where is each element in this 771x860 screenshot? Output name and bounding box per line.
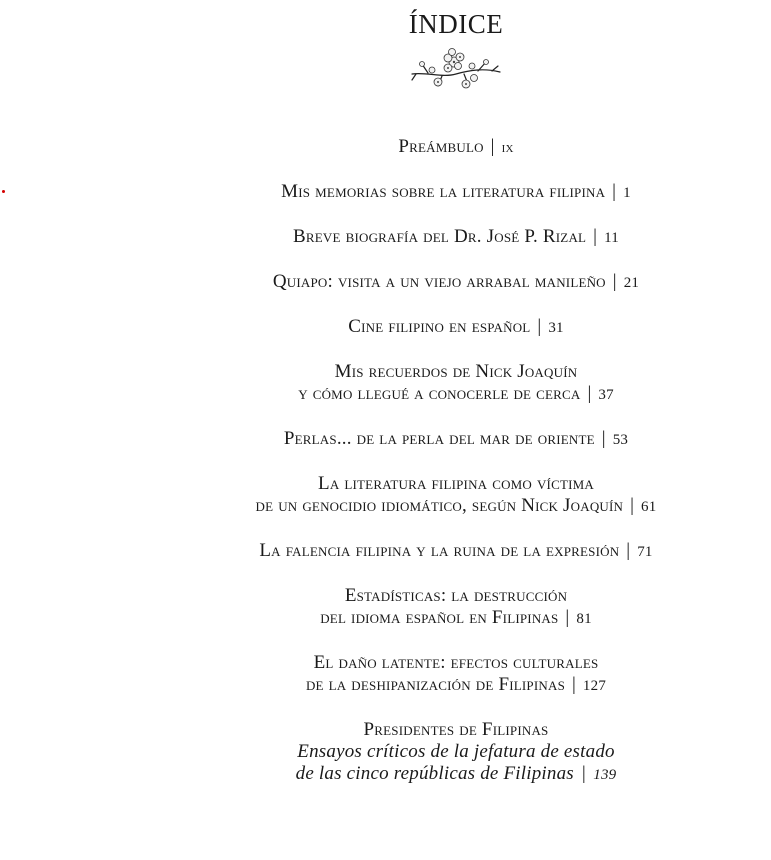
page-number: 53 — [612, 432, 629, 448]
toc-entry-subtitle: Ensayos críticos de la jefatura de estado — [297, 741, 615, 762]
toc-entry[interactable] — [156, 136, 756, 159]
toc-entry-title: Mis memorias sobre la literatura filipina — [281, 181, 606, 202]
toc-entry-title-line — [156, 316, 756, 339]
page-number: 11 — [604, 230, 619, 246]
toc-entry[interactable] — [156, 473, 756, 518]
page-separator: | — [580, 763, 587, 784]
page-number: 127 — [582, 678, 607, 694]
margin-marker-dot — [2, 190, 5, 193]
toc-entry-title-line — [156, 540, 756, 563]
toc-entry[interactable] — [156, 428, 756, 451]
toc-entry-title-line — [156, 428, 756, 451]
toc-entry[interactable] — [156, 316, 756, 339]
page-separator: | — [565, 607, 570, 628]
toc-entry-title-line — [156, 361, 756, 383]
toc-entry-title-line — [156, 383, 756, 406]
toc-entry-title-line — [156, 136, 756, 159]
toc-entry[interactable] — [156, 585, 756, 630]
toc-entry-title: Mis recuerdos de Nick Joaquín — [334, 361, 578, 382]
toc-entry-title: La literatura filipina como víctima — [318, 473, 594, 494]
toc-entry[interactable] — [156, 271, 756, 294]
toc-entry-title-line — [156, 495, 756, 518]
page-number: 1 — [623, 185, 631, 201]
toc-entry-title-line — [156, 226, 756, 249]
toc-entry-title-line — [156, 585, 756, 607]
toc-entry-title: Breve biografía del Dr. José P. Rizal — [293, 226, 587, 247]
page-number: 37 — [598, 387, 614, 403]
page-number: ix — [501, 140, 514, 156]
page-separator: | — [626, 540, 631, 561]
toc-entry-title: Perlas... de la perla del mar de oriente — [283, 428, 595, 449]
page-number: 61 — [641, 499, 657, 515]
toc-entry[interactable] — [156, 540, 756, 563]
toc-entry-title-line — [156, 674, 756, 697]
toc-entry-title-line — [156, 607, 756, 630]
page-number: 139 — [593, 767, 617, 783]
toc-entry-title: Quiapo: visita a un viejo arrabal manileño — [272, 271, 606, 292]
toc-entry-title: Presidentes de Filipinas — [363, 719, 549, 740]
page-separator: | — [601, 428, 606, 449]
page-title: ÍNDICE — [408, 9, 504, 39]
toc-entry[interactable] — [156, 226, 756, 249]
page-number: 71 — [637, 544, 653, 560]
table-of-contents — [156, 136, 756, 808]
page-separator: | — [630, 495, 635, 516]
toc-entry-title-line — [156, 473, 756, 495]
toc-entry-subtitle-line — [156, 741, 756, 763]
toc-entry-title: Cine filipino en español — [348, 316, 531, 337]
toc-entry[interactable] — [156, 719, 756, 786]
toc-entry-subtitle: de las cinco repúblicas de Filipinas — [295, 763, 574, 784]
toc-entry[interactable] — [156, 361, 756, 406]
page-separator: | — [612, 271, 617, 292]
page-separator: | — [490, 136, 495, 157]
toc-entry-title: Preámbulo — [398, 136, 484, 157]
page-number: 81 — [576, 611, 592, 627]
page-separator: | — [593, 226, 598, 247]
page-separator: | — [612, 181, 617, 202]
page-separator: | — [571, 674, 576, 695]
toc-entry-title: de la deshipanización de Filipinas — [305, 674, 565, 695]
toc-entry[interactable] — [156, 181, 756, 204]
toc-entry-title: y cómo llegué a conocerle de cerca — [298, 383, 581, 404]
toc-entry-title-line — [156, 652, 756, 674]
page-separator: | — [537, 316, 542, 337]
toc-entry-title: del idioma español en Filipinas — [320, 607, 559, 628]
page-number: 31 — [548, 320, 564, 336]
toc-entry[interactable] — [156, 652, 756, 697]
page-number: 21 — [623, 275, 640, 291]
cherry-blossom-branch-icon — [408, 44, 504, 96]
toc-entry-title-line — [156, 181, 756, 204]
toc-entry-title: Estadísticas: la destrucción — [344, 585, 568, 606]
toc-entry-title: La falencia filipina y la ruina de la expresión — [259, 540, 620, 561]
toc-entry-title-line — [156, 719, 756, 741]
toc-entry-subtitle-line — [156, 763, 756, 786]
page-separator: | — [587, 383, 592, 404]
toc-entry-title: El daño latente: efectos culturales — [313, 652, 599, 673]
toc-entry-title: de un genocidio idiomático, según Nick Joaquín — [255, 495, 624, 516]
toc-entry-title-line — [156, 271, 756, 294]
